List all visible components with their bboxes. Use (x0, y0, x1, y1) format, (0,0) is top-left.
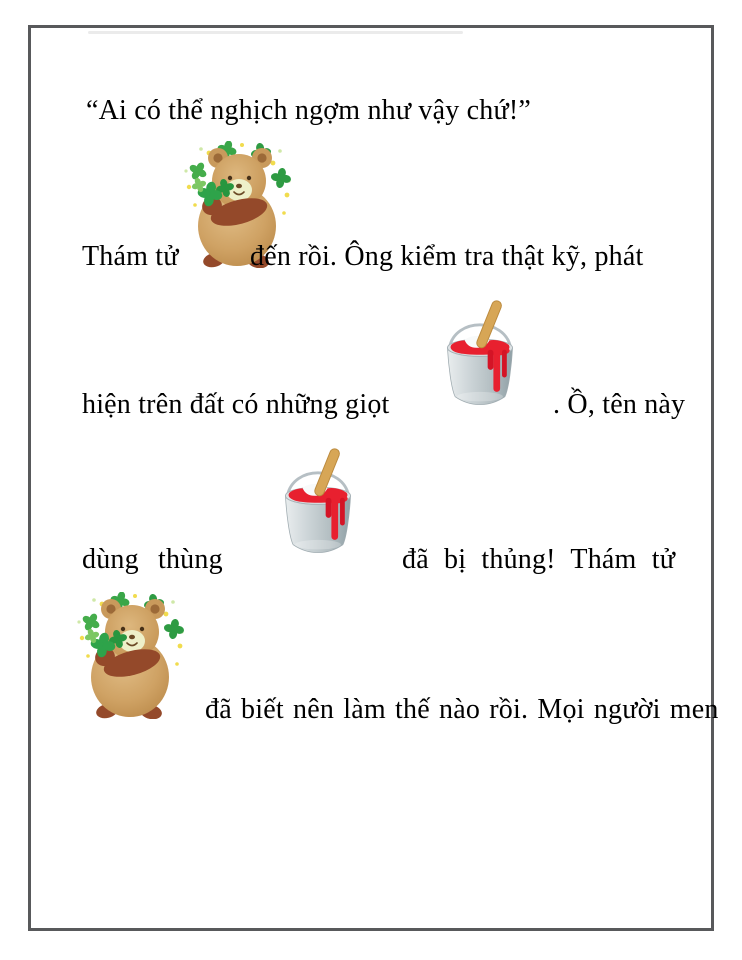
story-line-4-after: đã bị thủng! Thám tử (402, 544, 676, 575)
paint-bucket-image (432, 298, 528, 411)
paint-bucket-image (270, 446, 366, 559)
story-line-2-before: Thám tử (82, 241, 179, 272)
page-border-frame (28, 25, 714, 931)
story-line-2-after: đến rồi. Ông kiểm tra thật kỹ, phát (250, 241, 644, 272)
story-line-3-before: hiện trên đất có những giọt (82, 389, 390, 420)
detective-bear-image (74, 592, 186, 719)
scan-artifact (88, 31, 463, 34)
story-line-1: “Ai có thể nghịch ngợm như vậy chứ!” (86, 95, 532, 126)
story-line-5-after: đã biết nên làm thế nào rồi. Mọi người men (205, 694, 719, 725)
story-line-3-after: . Ồ, tên này (553, 389, 686, 420)
story-line-4-before: dùng thùng (82, 544, 223, 575)
